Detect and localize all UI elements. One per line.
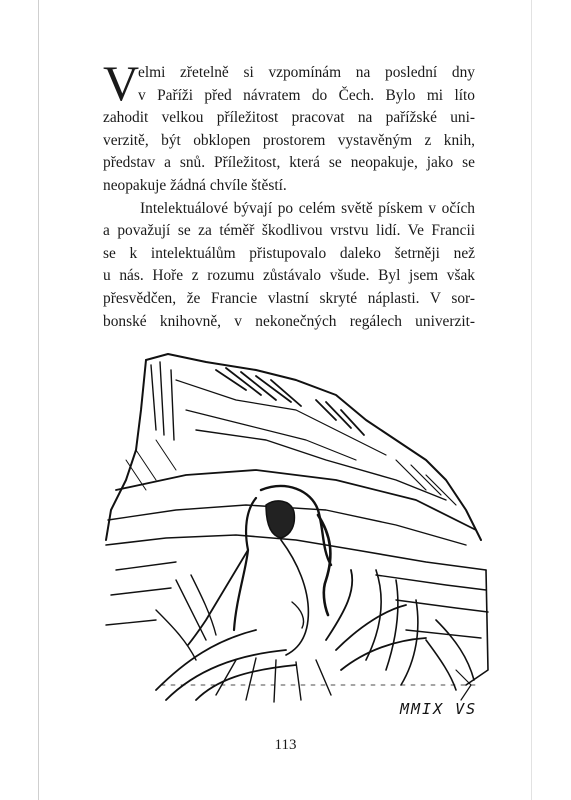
paragraph-2	[103, 198, 475, 334]
text-line: přesvědčen, že Francie vlastní skryté náplasti. V sor-	[103, 289, 475, 307]
text-line: v Paříži před návratem do Čech. Bylo mi líto	[138, 86, 475, 104]
text-line: elmi zřetelně si vzpomínám na poslední dny	[138, 64, 475, 81]
page-number: 113	[274, 737, 297, 753]
text-line: zahodit velkou příležitost pracovat na pařížské uni-	[103, 109, 475, 127]
page-edge-left	[38, 0, 39, 800]
artist-signature: MMIX VS	[400, 700, 478, 718]
ink-illustration	[96, 340, 492, 712]
text-line: u nás. Hoře z rozumu zůstávalo všude. Byl jsem však	[103, 267, 475, 285]
page-edge-right	[531, 0, 532, 800]
text-line: a považují se za téměř škodlivou vrstvu lidí. Ve Francii	[103, 222, 475, 240]
text-line: Intelektuálové bývají po celém světě pískem v očích	[140, 199, 475, 217]
text-line: se k intelektuálům přistupovalo daleko šetrněji než	[103, 244, 475, 262]
paragraph-1	[103, 62, 475, 107]
text-line: představ a snů. Příležitost, která se neopakuje, jako se	[103, 154, 475, 172]
text-line: verzitě, být obklopen prostorem vystavěným z knih,	[103, 131, 475, 149]
text-line: neopakuje žádná chvíle štěstí.	[103, 176, 287, 194]
drop-cap: V	[103, 55, 140, 111]
body-text	[103, 62, 475, 333]
text-line: bonské knihovně, v nekonečných regálech univerzit-	[103, 312, 475, 330]
